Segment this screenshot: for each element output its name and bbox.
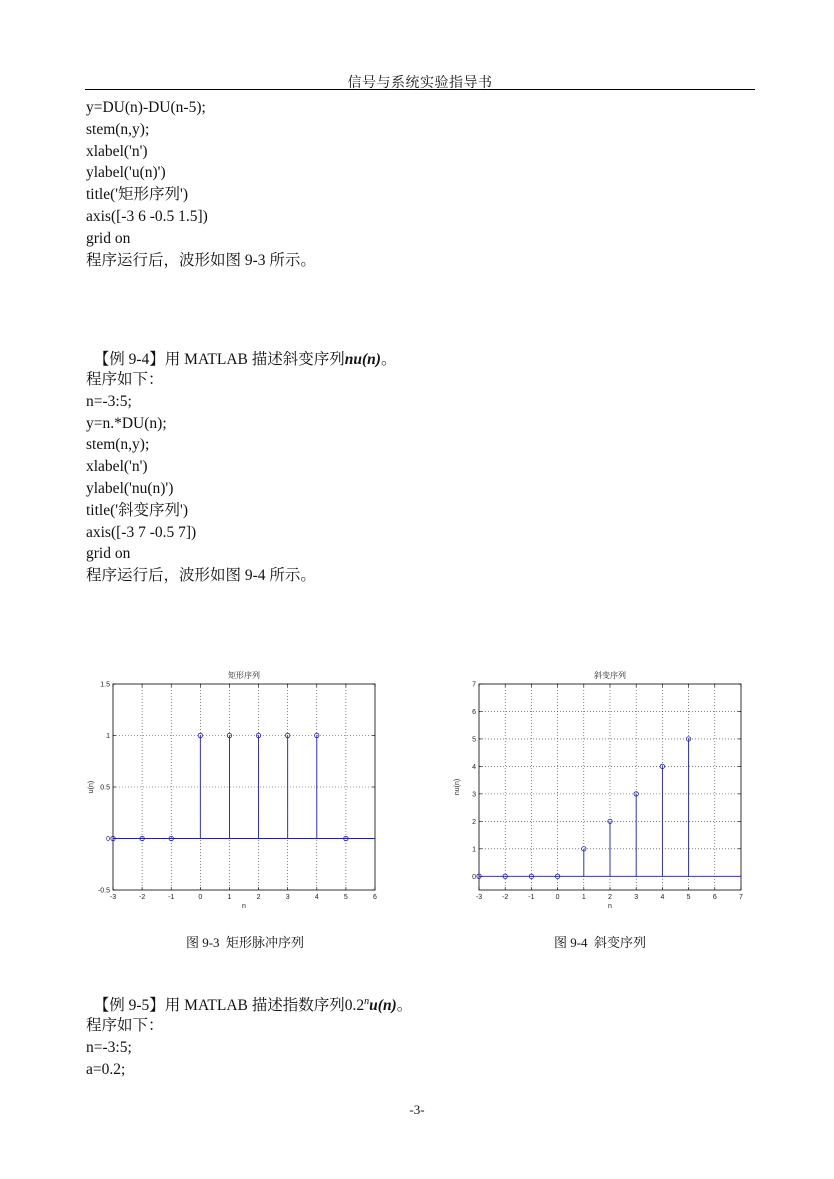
x-tick-label: 2 [256, 894, 261, 901]
code-line: title('矩形序列') [86, 186, 189, 204]
y-tick-label: 1 [106, 733, 110, 740]
example-9-5-text: 用 MATLAB 描述指数序列 [164, 997, 345, 1014]
y-tick-label: 1.5 [100, 681, 110, 689]
header-rule [85, 89, 755, 90]
y-tick-label: 7 [472, 681, 476, 689]
y-axis-label: nu(n) [454, 778, 461, 796]
code-line: 程序运行后，波形如图 9-3 所示。 [86, 251, 316, 269]
example-9-4-text: 用 MATLAB 描述斜变序列 [164, 351, 345, 368]
y-tick-label: 3 [472, 791, 476, 799]
x-axis-label: n [608, 903, 612, 910]
code-line: grid on [86, 229, 131, 247]
y-tick-label: 0.5 [100, 784, 110, 792]
chart-title: 矩形序列 [228, 671, 260, 680]
y-tick-label: 4 [472, 763, 476, 771]
code-line: y=DU(n)-DU(n-5); [86, 99, 206, 116]
figure-9-4-caption: 图 9-4 斜变序列 [553, 935, 647, 950]
code-line: xlabel('n') [86, 142, 148, 160]
x-tick-label: 5 [343, 894, 348, 901]
x-tick-label: -1 [528, 894, 535, 901]
example-9-4-label: 【例 9-4】 [93, 351, 165, 368]
y-tick-label: 0 [472, 873, 476, 881]
x-tick-label: -3 [109, 894, 117, 901]
x-tick-label: 0 [555, 894, 560, 901]
x-tick-label: -3 [475, 894, 483, 901]
code-line: axis([-3 7 -0.5 7]) [86, 523, 197, 541]
y-tick-label: 6 [472, 708, 476, 716]
code-block-2 [86, 369, 316, 587]
x-tick-label: 3 [285, 894, 290, 901]
x-tick-label: 2 [608, 894, 612, 901]
example-9-5-label: 【例 9-5】 [93, 997, 165, 1014]
code-line: ylabel('nu(n)') [86, 479, 174, 497]
x-tick-label: -2 [502, 894, 509, 901]
code-line: ylabel('u(n)') [86, 164, 166, 182]
y-tick-label: 1 [472, 846, 476, 854]
page-number: -3- [409, 1102, 425, 1117]
example-9-5-tail: 。 [396, 997, 413, 1014]
y-tick-label: 2 [472, 818, 476, 826]
x-tick-label: -1 [168, 894, 175, 901]
x-tick-label: 4 [314, 894, 319, 901]
rect-sequence-chart [80, 664, 380, 910]
example-9-5-math-tail: u(n) [369, 997, 397, 1014]
y-tick-label: 0 [106, 836, 110, 843]
example-9-5-heading [86, 975, 412, 1015]
code-line: y=n.*DU(n); [86, 414, 167, 432]
code-line: a=0.2; [86, 1060, 126, 1078]
code-line: grid on [86, 545, 131, 563]
code-line: title('斜变序列') [86, 501, 189, 519]
x-tick-label: 6 [373, 894, 377, 901]
code-line: xlabel('n') [86, 458, 148, 476]
y-tick-label: -0.5 [97, 887, 110, 895]
x-axis-label: n [242, 903, 246, 910]
stem-chart-svg [80, 664, 380, 910]
code-line: 程序如下： [86, 371, 164, 388]
figure-9-3-caption: 图 9-3 矩形脉冲序列 [185, 935, 305, 950]
x-tick-label: 1 [581, 894, 586, 901]
code-block-3 [86, 1015, 164, 1080]
x-tick-label: 3 [634, 894, 639, 901]
x-tick-label: 4 [660, 894, 665, 901]
x-tick-label: 7 [739, 894, 743, 901]
y-axis-label: u(n) [88, 780, 95, 794]
x-tick-label: -2 [138, 894, 146, 901]
x-tick-label: 0 [198, 894, 203, 901]
x-tick-label: 6 [712, 894, 717, 901]
code-line: n=-3:5; [86, 392, 132, 410]
example-9-5-math-base: 0.2 [344, 997, 365, 1014]
code-line: 程序运行后，波形如图 9-4 所示。 [86, 567, 316, 585]
page-header: 信号与系统实验指导书 [347, 76, 493, 91]
x-tick-label: 5 [686, 894, 691, 901]
code-line: n=-3:5; [86, 1038, 132, 1056]
example-9-4-heading [86, 329, 396, 369]
x-tick-label: 1 [227, 894, 232, 901]
example-9-4-tail: 。 [380, 351, 397, 368]
y-tick-label: 5 [472, 736, 476, 744]
code-block-1 [86, 97, 316, 271]
code-line: axis([-3 6 -0.5 1.5]) [86, 207, 208, 225]
ramp-sequence-chart [446, 664, 746, 910]
example-9-5-math-exp: n [364, 995, 370, 1007]
code-line: 程序如下： [86, 1017, 164, 1034]
chart-title: 斜变序列 [594, 671, 626, 680]
code-line: stem(n,y); [86, 120, 150, 138]
stem-chart-svg [446, 664, 746, 910]
code-line: stem(n,y); [86, 436, 150, 454]
example-9-4-math: nu(n) [344, 351, 381, 368]
